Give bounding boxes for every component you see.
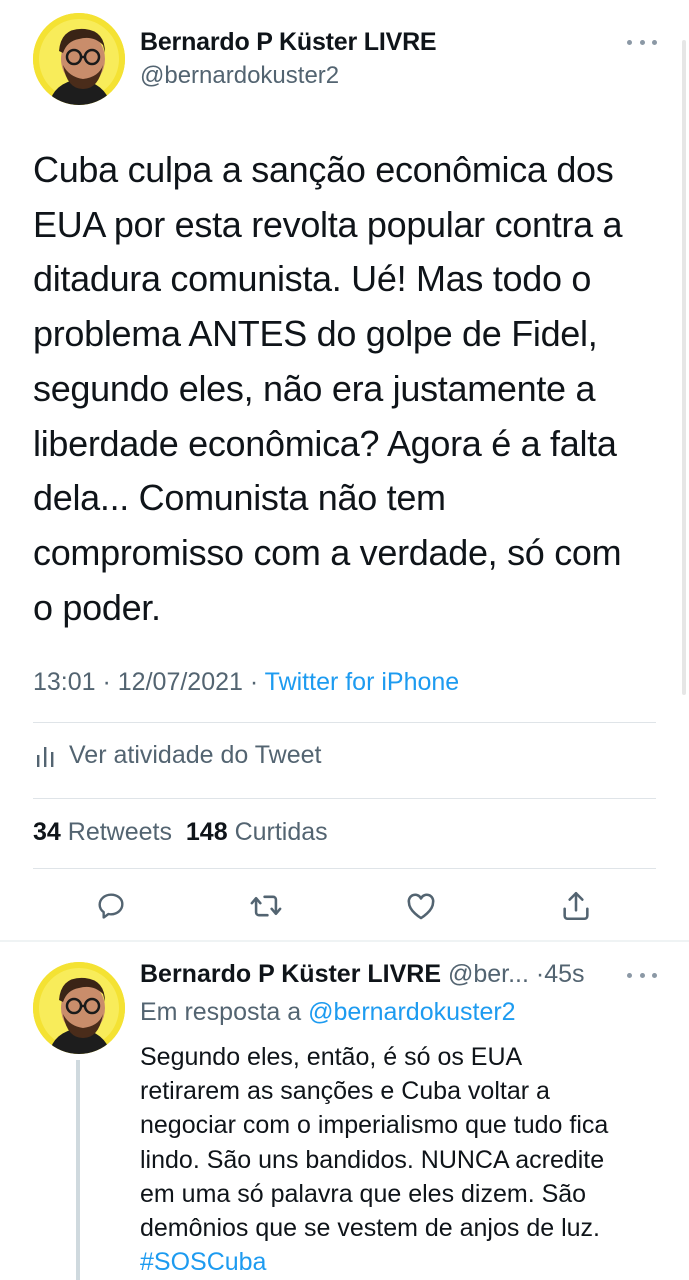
more-dots-icon (627, 973, 632, 978)
tweet-source-link[interactable]: Twitter for iPhone (264, 668, 460, 696)
retweet-icon (249, 889, 283, 923)
reply-icon (95, 890, 127, 922)
author-handle[interactable]: @bernardokuster2 (140, 62, 340, 89)
tweet-text (33, 143, 663, 635)
reply-time-separator: · (528, 960, 545, 988)
bar-chart-icon (35, 743, 55, 769)
tweet-text-line: Cuba culpa a sanção econômica dos (33, 149, 614, 190)
divider (33, 722, 656, 723)
likes-count: 148 (185, 818, 228, 846)
author-name[interactable]: Bernardo P Küster LIVRE (140, 28, 437, 56)
more-dots-icon (627, 40, 632, 45)
reply-text-line: em uma só palavra que eles dizem. São (140, 1179, 587, 1208)
reply-text (140, 1040, 608, 1279)
tweet-activity-button[interactable] (35, 741, 322, 770)
heart-icon (404, 889, 438, 923)
tweet-text-line: ditadura comunista. Ué! Mas todo o (33, 258, 592, 300)
reply-header (140, 960, 585, 989)
tweet-text-line: dela... Comunista não tem (33, 477, 446, 519)
reply-text-line: lindo. São uns bandidos. NUNCA acredite (140, 1145, 605, 1174)
like-button[interactable] (403, 888, 439, 924)
reply-to-line (140, 998, 516, 1027)
tweet-text-line: compromisso com a verdade, só com (33, 531, 622, 573)
hashtag-link[interactable]: #SOSCuba (140, 1248, 267, 1277)
scroll-indicator[interactable] (682, 40, 686, 695)
avatar-image (33, 962, 125, 1054)
tweet-time[interactable]: 13:01 (33, 668, 96, 696)
tweet-meta (33, 668, 459, 697)
reply-author-handle[interactable]: @ber... (447, 960, 529, 988)
tweet-text-line: EUA por esta revolta popular contra a (33, 203, 623, 245)
more-options-button[interactable] (627, 32, 657, 52)
retweets-count: 34 (33, 818, 61, 846)
reply-prefix: Em resposta a (140, 998, 302, 1026)
meta-separator: · (95, 668, 118, 696)
retweet-button[interactable] (248, 888, 284, 924)
likes-stat[interactable] (186, 818, 328, 846)
reply-text-line: retirarem as sanções e Cuba voltar a (140, 1077, 550, 1106)
section-divider (0, 940, 689, 942)
tweet-text-line: problema ANTES do golpe de Fidel, (33, 313, 598, 355)
share-icon (559, 889, 593, 923)
avatar-image (33, 13, 125, 105)
divider (33, 798, 656, 799)
reply-text-line: demônios que se vestem de anjos de luz. (140, 1214, 600, 1243)
thread-line (76, 1060, 80, 1280)
avatar[interactable] (33, 13, 125, 105)
reply-author-name[interactable]: Bernardo P Küster LIVRE (140, 960, 442, 988)
tweet-stats (33, 818, 328, 847)
activity-label: Ver atividade do Tweet (69, 741, 322, 769)
tweet-text-line: liberdade econômica? Agora é a falta (33, 422, 617, 464)
reply-button[interactable] (93, 888, 129, 924)
retweets-stat[interactable] (33, 818, 172, 846)
tweet-text-line: o poder. (33, 586, 161, 628)
divider (33, 868, 656, 869)
reply-text-line: Segundo eles, então, é só os EUA (140, 1043, 523, 1071)
reply-time[interactable]: 45s (544, 960, 585, 988)
meta-separator: · (242, 668, 265, 696)
share-button[interactable] (558, 888, 594, 924)
likes-label: Curtidas (234, 818, 328, 846)
reply-avatar[interactable] (33, 962, 125, 1054)
retweets-label: Retweets (67, 818, 172, 846)
reply-more-options-button[interactable] (627, 965, 657, 985)
reply-mention-link[interactable]: @bernardokuster2 (308, 998, 516, 1026)
tweet-text-line: segundo eles, não era justamente a (33, 367, 596, 409)
reply-text-line: negociar com o imperialismo que tudo fica (140, 1111, 609, 1140)
tweet-date[interactable]: 12/07/2021 (117, 668, 243, 696)
